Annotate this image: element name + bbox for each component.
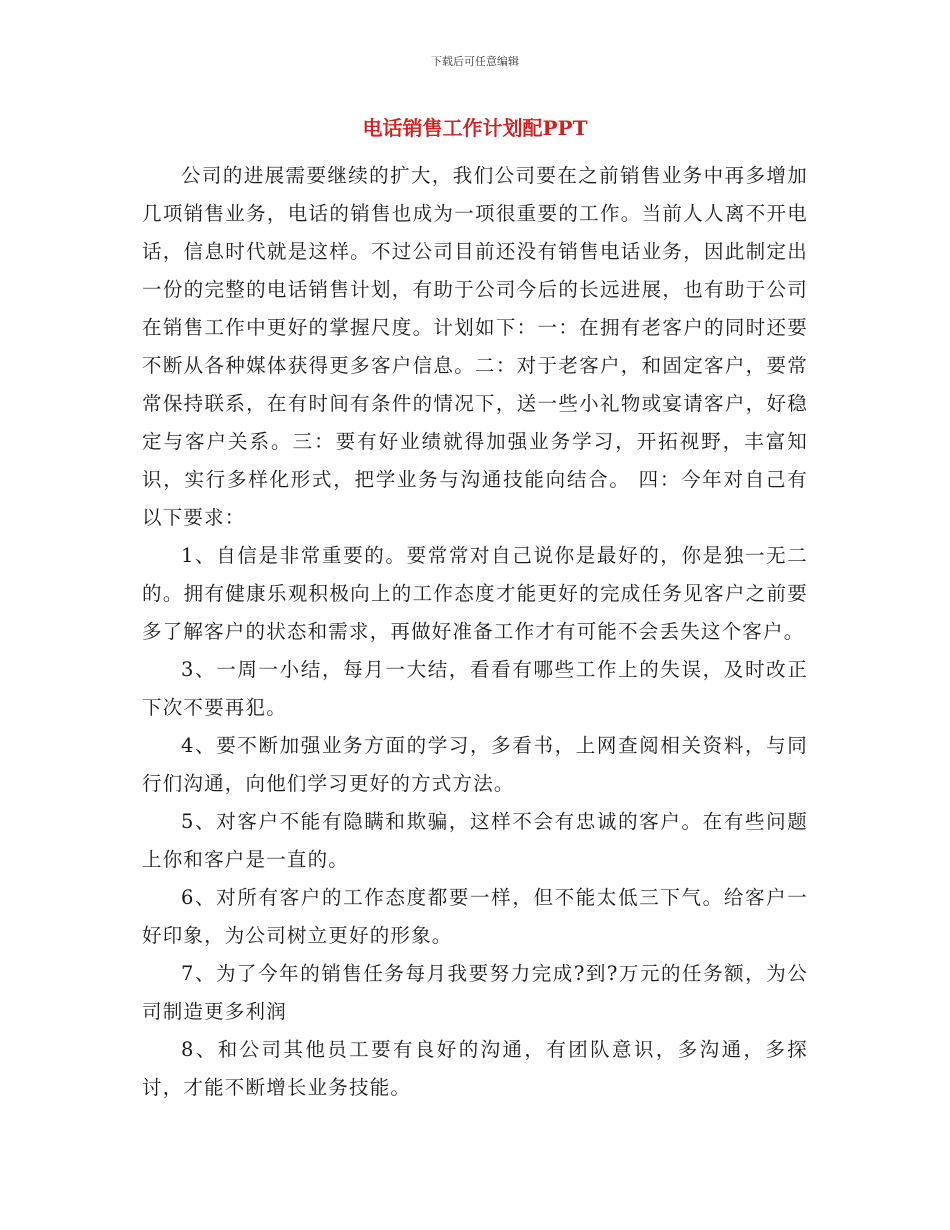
paragraph-item-4: 4、要不断加强业务方面的学习，多看书，上网查阅相关资料，与同行们沟通，向他们学习更好的方式方法。 [142,734,808,795]
paragraph-intro: 公司的进展需要继续的扩大，我们公司要在之前销售业务中再多增加几项销售业务，电话的销售也成为一项很重要的工作。当前人人离不开电话，信息时代就是这样。不过公司目前还没有销售电话业务，因此制定出一份的完整的电话销售计划，有助于公司今后的长远进展，也有助于公司在销售工作中更好的掌握尺度。计划如下：一：在拥有老客户的同时还要不断从各种媒体获得更多客户信息。二：对于老客户，和固定客户，要常常保持联系，在有时间有条件的情况下，送一些小礼物或宴请客户，好稳定与客户关系。三：要有好业绩就得加强业务学习，开拓视野，丰富知识，实行多样化形式，把学业务与沟通技能向结合。 四：今年对自己有以下要求： [142,164,808,529]
paragraph-item-5: 5、对客户不能有隐瞒和欺骗，这样不会有忠诚的客户。在有些问题上你和客户是一直的。 [142,810,808,871]
document-body [142,157,808,1107]
paragraph-item-7: 7、为了今年的销售任务每月我要努力完成?到?万元的任务额，为公司制造更多利润 [142,962,808,1023]
header-note: 下载后可任意编辑 [431,55,519,68]
paragraph-item-3: 3、一周一小结，每月一大结，看看有哪些工作上的失误，及时改正下次不要再犯。 [142,658,808,719]
paragraph-item-6: 6、对所有客户的工作态度都要一样，但不能太低三下气。给客户一好印象，为公司树立更好的形象。 [142,886,808,947]
document-title: 电话销售工作计划配PPT [362,116,588,140]
paragraph-item-8: 8、和公司其他员工要有良好的沟通，有团队意识，多沟通，多探讨，才能不断增长业务技能。 [142,1038,808,1099]
paragraph-item-1: 1、自信是非常重要的。要常常对自己说你是最好的，你是独一无二的。拥有健康乐观积极向上的工作态度才能更好的完成任务见客户之前要多了解客户的状态和需求，再做好准备工作才有可能不会丢失这个客户。 [142,544,808,643]
